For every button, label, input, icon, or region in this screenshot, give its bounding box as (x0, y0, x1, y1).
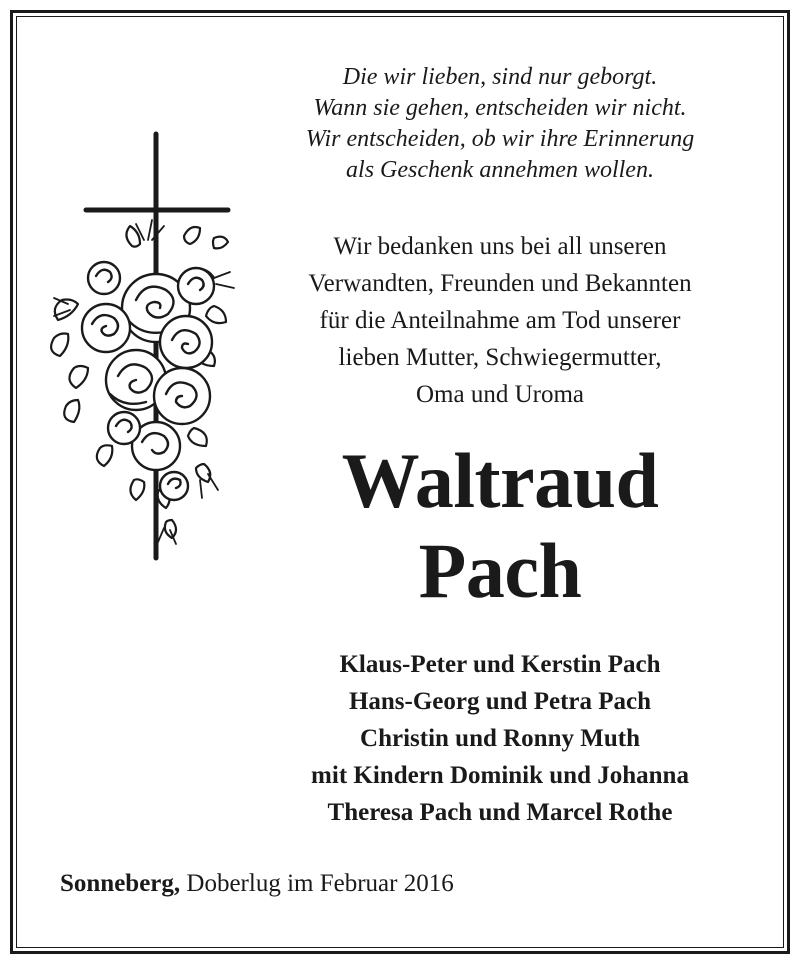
poem-line: Wann sie gehen, entscheiden wir nicht. (313, 95, 687, 121)
poem-line: Wir entscheiden, ob wir ihre Erinnerung (305, 126, 695, 152)
poem-line: als Geschenk annehmen wollen. (346, 157, 654, 183)
place-name: Sonneberg, (60, 870, 181, 897)
family-line: mit Kindern Dominik und Johanna (311, 762, 689, 789)
thanks-line: lieben Mutter, Schwiegermutter, (338, 344, 662, 371)
deceased-first-name: Waltraud (341, 437, 659, 524)
family-line: Klaus-Peter und Kerstin Pach (339, 651, 661, 678)
deceased-last-name: Pach (418, 527, 582, 614)
deceased-name (250, 436, 750, 616)
thanks-line: Verwandten, Freunden und Bekannten (308, 270, 692, 297)
family-line: Hans-Georg und Petra Pach (348, 688, 652, 715)
place-date (60, 868, 454, 900)
thanks-line: für die Anteilnahme am Tod unserer (319, 307, 681, 334)
cross-with-roses-icon (44, 128, 240, 564)
poem-line: Die wir lieben, sind nur geborgt. (342, 64, 658, 90)
family-line: Theresa Pach und Marcel Rothe (327, 799, 673, 826)
family-list (250, 646, 750, 831)
thanks-line: Oma und Uroma (415, 381, 585, 408)
poem (250, 62, 750, 186)
thanks-line: Wir bedanken uns bei all unseren (333, 233, 667, 260)
place-date-text: Doberlug im Februar 2016 (186, 870, 454, 897)
thanks-message (250, 228, 750, 413)
family-line: Christin und Ronny Muth (360, 725, 640, 752)
